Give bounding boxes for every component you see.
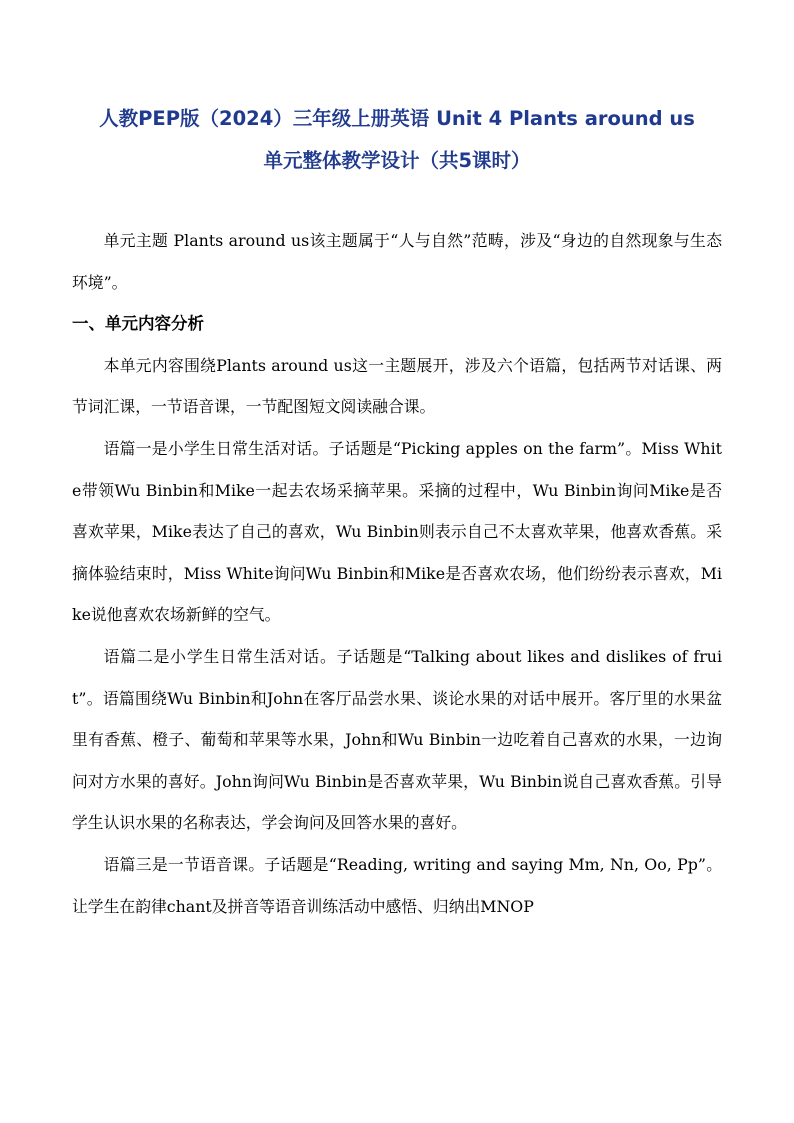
section-heading-content-analysis: 一、单元内容分析 xyxy=(72,314,204,334)
body-paragraph-3: 语篇二是小学生日常生活对话。子话题是“Talking about likes and dislikes of fruit”。语篇围绕Wu Binbin和John在客厅品尝水果、谈论水果的对话中展开。客厅里的水果盆里有香蕉、橙子、葡萄和苹果等水果，John和Wu Binbin一边吃着自己喜欢的水果，一边询问对方水果的喜好。John询问Wu Binbin是否喜欢苹果，Wu Binbin说自己喜欢香蕉。引导学生认识水果的名称表达，学会询问及回答水果的喜好。 xyxy=(72,646,722,833)
document-title-line-2: 单元整体教学设计（共5课时） xyxy=(263,149,531,172)
document-title-line-1: 人教PEP版（2024）三年级上册英语 Unit 4 Plants around us xyxy=(99,107,695,130)
body-paragraph-4: 语篇三是一节语音课。子话题是“Reading, writing and saying Mm, Nn, Oo, Pp”。让学生在韵律chant及拼音等语音训练活动中感悟、归纳出MNOP xyxy=(72,854,722,916)
body-paragraph-2: 语篇一是小学生日常生活对话。子话题是“Picking apples on the farm”。Miss White带领Wu Binbin和Mike一起去农场采摘苹果。采摘的过程中，Wu Binbin询问Mike是否喜欢苹果，Mike表达了自己的喜欢，Wu Binbin则表示自己不太喜欢苹果，他喜欢香蕉。采摘体验结束时，Miss White询问Wu Binbin和Mike是否喜欢农场，他们纷纷表示喜欢，Mike说他喜欢农场新鲜的空气。 xyxy=(72,438,722,625)
body-paragraph-1: 本单元内容围绕Plants around us这一主题展开，涉及六个语篇，包括两节对话课、两节词汇课，一节语音课，一节配图短文阅读融合课。 xyxy=(72,355,722,417)
intro-paragraph: 单元主题 Plants around us该主题属于“人与自然”范畴，涉及“身边的自然现象与生态环境”。 xyxy=(72,231,722,292)
